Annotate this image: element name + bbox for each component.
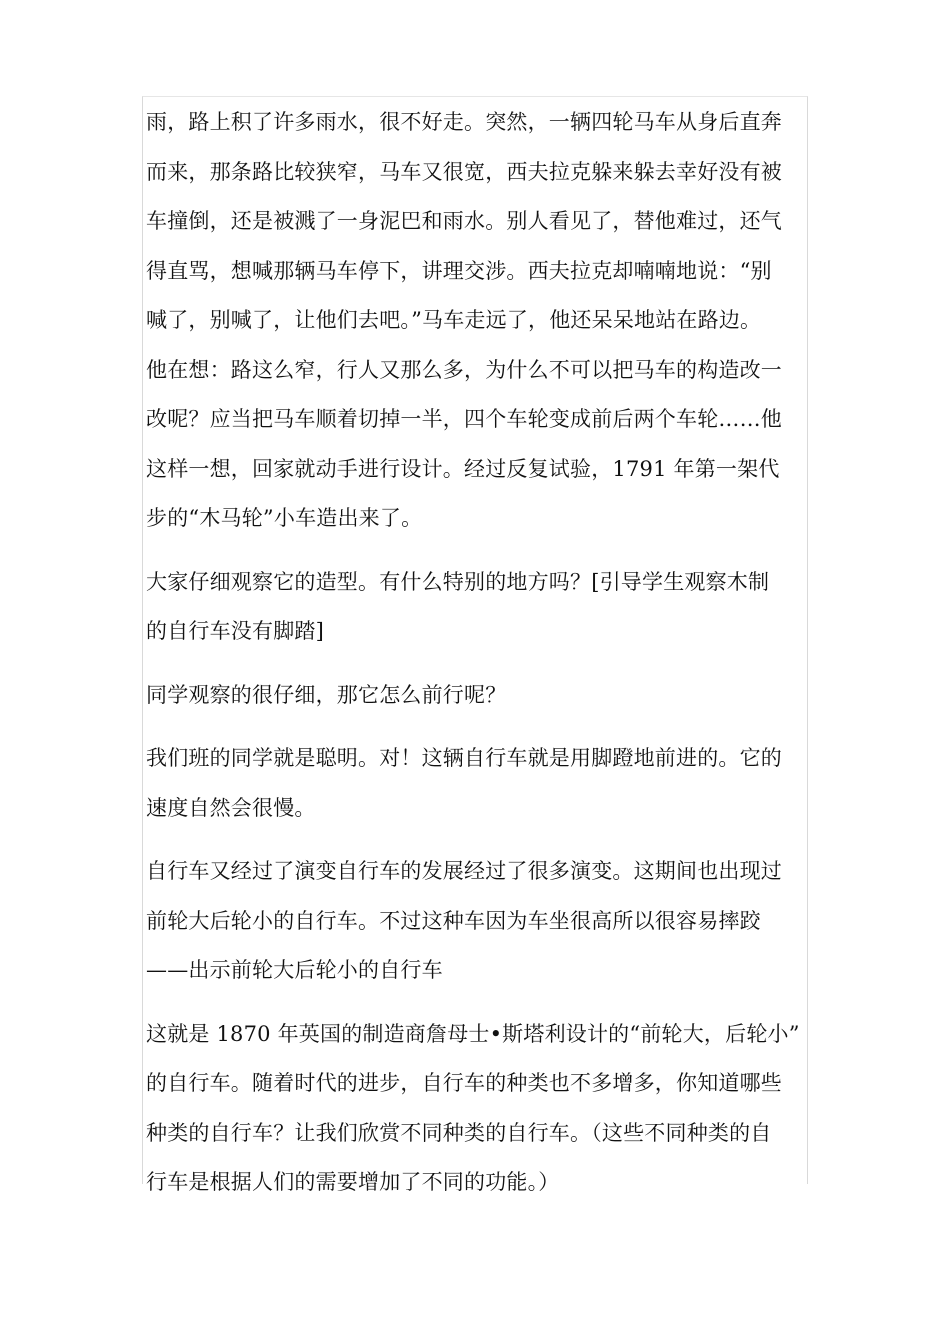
- text-line: 我们班的同学就是聪明。对！这辆自行车就是用脚蹬地前进的。它的: [146, 746, 782, 770]
- paragraph-evolution: [146, 847, 822, 996]
- paragraph-1870: [146, 1010, 822, 1208]
- paragraph-story: [146, 98, 822, 544]
- text-line: 而来，那条路比较狭窄，马车又很宽，西夫拉克躲来躲去幸好没有被: [146, 159, 782, 184]
- text-line: 这就是 1870 年英国的制造商詹母士•斯塔利设计的“前轮大，后轮小”: [146, 1021, 800, 1046]
- text-line: 他在想：路这么窄，行人又那么多，为什么不可以把马车的构造改一: [146, 357, 782, 382]
- text-line: 行车是根据人们的需要增加了不同的功能。）: [146, 1170, 560, 1194]
- text-line: 同学观察的很仔细，那它怎么前行呢？: [146, 682, 507, 707]
- paragraph-observe: [146, 558, 822, 657]
- text-line: 雨，路上积了许多雨水，很不好走。突然，一辆四轮马车从身后直奔: [146, 110, 782, 134]
- text-line: 步的“木马轮”小车造出来了。: [146, 506, 423, 530]
- text-line: 改呢？应当把马车顺着切掉一半，四个车轮变成前后两个车轮……他: [146, 407, 782, 431]
- document-body: [146, 98, 822, 1222]
- text-line: 前轮大后轮小的自行车。不过这种车因为车坐很高所以很容易摔跤: [146, 908, 761, 933]
- text-line: 车撞倒，还是被溅了一身泥巴和雨水。别人看见了，替他难过，还气: [146, 209, 782, 233]
- text-line: 的自行车没有脚踏]: [146, 619, 324, 643]
- text-line: 种类的自行车？让我们欣赏不同种类的自行车。（这些不同种类的自: [146, 1120, 772, 1145]
- text-line: 自行车又经过了演变自行车的发展经过了很多演变。这期间也出现过: [146, 859, 782, 883]
- text-line: ——出示前轮大后轮小的自行车: [146, 958, 443, 982]
- paragraph-question: [146, 671, 822, 721]
- text-line: 速度自然会很慢。: [146, 795, 316, 820]
- text-line: 大家仔细观察它的造型。有什么特别的地方吗？[引导学生观察木制: [146, 569, 770, 594]
- text-line: 喊了，别喊了，让他们去吧。”马车走远了，他还呆呆地站在路边。: [146, 308, 762, 332]
- text-line: 的自行车。随着时代的进步，自行车的种类也不多增多，你知道哪些: [146, 1071, 782, 1095]
- text-line: 得直骂，想喊那辆马车停下，讲理交涉。西夫拉克却喃喃地说：“别: [146, 258, 772, 283]
- paragraph-answer: [146, 734, 822, 833]
- text-line: 这样一想，回家就动手进行设计。经过反复试验，1791 年第一架代: [146, 456, 780, 481]
